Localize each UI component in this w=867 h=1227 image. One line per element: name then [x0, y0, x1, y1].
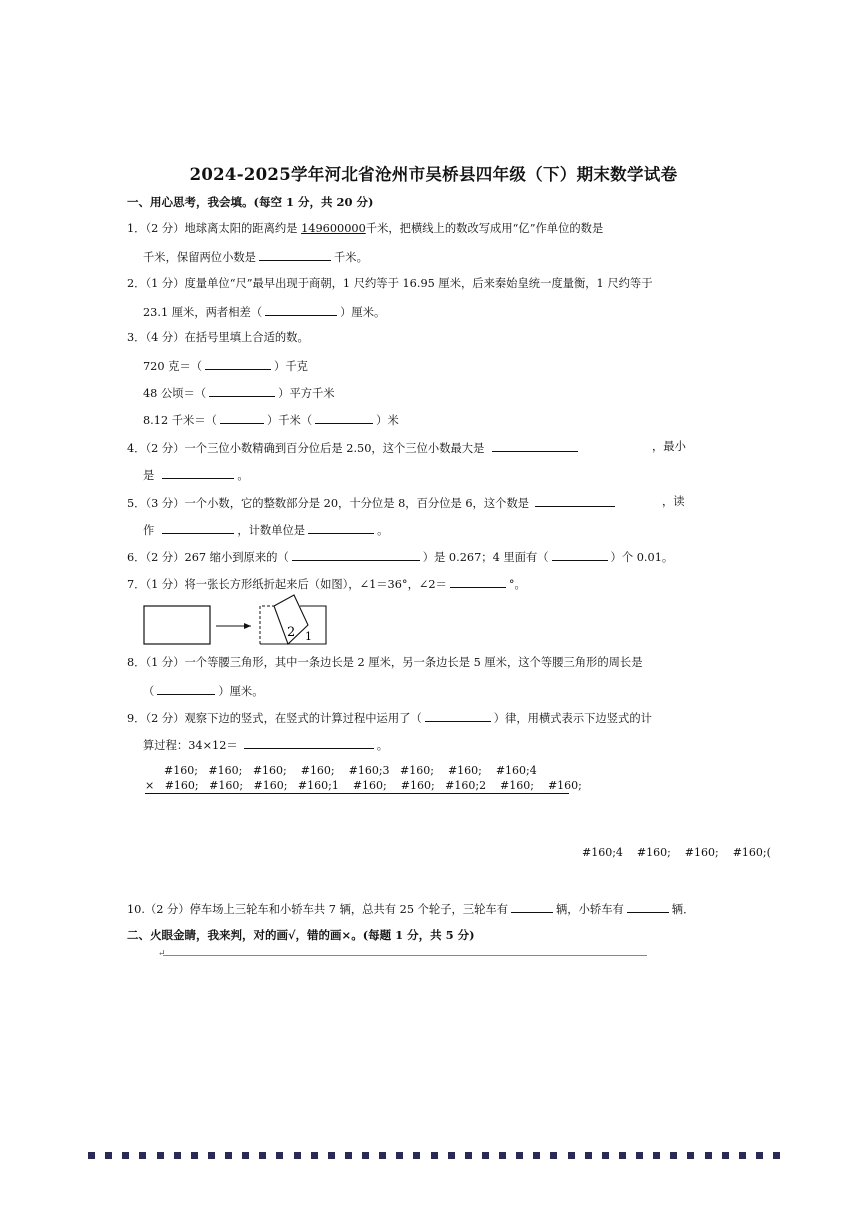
footer-dot	[722, 1152, 729, 1159]
answer-blank[interactable]	[162, 467, 234, 479]
footer-dot	[550, 1152, 557, 1159]
q5-text-e: 。	[377, 524, 389, 537]
answer-blank[interactable]	[511, 901, 553, 913]
answer-blank[interactable]	[244, 737, 374, 749]
answer-blank[interactable]	[315, 412, 373, 424]
folded-paper-figure	[140, 594, 340, 650]
q3-r3c: ）米	[376, 414, 399, 427]
answer-blank[interactable]	[535, 495, 615, 507]
q5-text-b: ，读	[662, 495, 685, 508]
q4-text-d: 。	[237, 469, 249, 482]
q2-text-b: 23.1 厘米，两者相差（	[143, 306, 263, 319]
q6-text-c: ）个 0.01。	[610, 551, 674, 564]
answer-blank[interactable]	[627, 901, 669, 913]
q10-text-c: 辆．	[671, 903, 695, 916]
footer-dot	[191, 1152, 198, 1159]
paragraph-marker: ↵	[158, 949, 166, 959]
answer-blank[interactable]	[205, 358, 271, 370]
answer-blank[interactable]	[209, 385, 275, 397]
angle-1-label: 1	[305, 630, 312, 643]
footer-dot	[465, 1152, 472, 1159]
question-3-row2	[143, 385, 335, 401]
footer-dot	[705, 1152, 712, 1159]
answer-blank[interactable]	[552, 549, 608, 561]
footer-dot	[105, 1152, 112, 1159]
answer-blank[interactable]	[265, 304, 337, 316]
footer-dot	[242, 1152, 249, 1159]
footer-dot	[379, 1152, 386, 1159]
vertical-calc-row-1: #160; #160; #160; #160; #160;3 #160; #160; #160;4	[164, 764, 537, 777]
vertical-calc-row-2: × #160; #160; #160; #160;1 #160; #160; #160;2 #160; #160;	[145, 779, 582, 792]
footer-dot	[448, 1152, 455, 1159]
q5-text-a: 5．（3 分）一个小数，它的整数部分是 20，十分位是 8，百分位是 6，这个数是	[127, 497, 530, 510]
footer-dot	[396, 1152, 403, 1159]
q9-text-b: ）律，用横式表示下边竖式的计	[493, 712, 652, 725]
answer-blank[interactable]	[492, 440, 578, 452]
q1-text-d: 千米。	[333, 251, 368, 264]
footer-dot	[619, 1152, 626, 1159]
question-3-row3	[143, 412, 399, 428]
answer-blank[interactable]	[292, 549, 420, 561]
question-4-line2	[143, 467, 249, 483]
q2-text-c: ）厘米。	[340, 306, 386, 319]
separator-line	[163, 955, 647, 956]
answer-blank[interactable]	[220, 412, 264, 424]
q10-text-a: 10.（2 分）停车场上三轮车和小轿车共 7 辆，总共有 25 个轮子，三轮车有	[127, 903, 508, 916]
arrow-head-icon	[244, 623, 251, 629]
question-8-line2	[143, 683, 264, 699]
footer-dot	[88, 1152, 95, 1159]
question-5-line2	[143, 522, 388, 538]
footer-dot	[739, 1152, 746, 1159]
question-8: 8．（1 分）一个等腰三角形，其中一条边长是 2 厘米，另一条边长是 5 厘米，这个等腰三角形的周长是	[127, 656, 643, 669]
q4-text-c: 是	[143, 469, 155, 482]
footer-dot	[311, 1152, 318, 1159]
answer-blank[interactable]	[308, 522, 374, 534]
footer-dot	[499, 1152, 506, 1159]
question-2-line2	[143, 304, 385, 320]
q8-text-c: ）厘米。	[218, 685, 264, 698]
vertical-calc-rule	[145, 793, 569, 794]
section-2-heading: 二、火眼金睛，我来判，对的画√，错的画×。(每题 1 分，共 5 分)	[127, 928, 475, 942]
question-3: 3．（4 分）在括号里填上合适的数。	[127, 331, 309, 344]
footer-dot	[294, 1152, 301, 1159]
footer-dot	[362, 1152, 369, 1159]
footer-dot	[157, 1152, 164, 1159]
answer-blank[interactable]	[157, 683, 215, 695]
answer-blank[interactable]	[450, 576, 506, 588]
footer-dot	[773, 1152, 780, 1159]
footer-dot	[585, 1152, 592, 1159]
footer-dot	[670, 1152, 677, 1159]
q9-text-c: 算过程：34×12＝	[143, 739, 238, 752]
footer-dot	[345, 1152, 352, 1159]
q1-text-a: 1．（2 分）地球离太阳的距离约是	[127, 222, 302, 235]
question-7	[127, 576, 526, 592]
q6-text-a: 6．（2 分）267 缩小到原来的（	[127, 551, 289, 564]
q1-number: 149600000	[301, 222, 366, 235]
footer-dot	[533, 1152, 540, 1159]
page-footer-dots	[88, 1152, 780, 1162]
question-3-row1	[143, 358, 308, 374]
question-6	[127, 549, 673, 565]
footer-dot	[568, 1152, 575, 1159]
q3-r1a: 720 克＝（	[143, 360, 203, 373]
question-2: 2．（1 分）度量单位“尺”最早出现于商朝，1 尺约等于 16.95 厘米，后来秦始皇统一度量衡，1 尺约等于	[127, 277, 653, 290]
footer-dot	[431, 1152, 438, 1159]
footer-dot	[756, 1152, 763, 1159]
q3-r1b: ）千克	[274, 360, 308, 373]
q4-text-b: ，最小	[652, 440, 686, 453]
q7-text-b: °。	[508, 578, 526, 591]
footer-dot	[122, 1152, 129, 1159]
q9-text-d: 。	[376, 739, 389, 752]
rectangle-shape	[144, 606, 210, 644]
question-10	[127, 901, 694, 917]
q10-text-b: 辆，小轿车有	[556, 903, 624, 916]
footer-dot	[413, 1152, 420, 1159]
footer-dot	[482, 1152, 489, 1159]
footer-dot	[687, 1152, 694, 1159]
footer-dot	[208, 1152, 215, 1159]
question-4	[127, 440, 581, 456]
q1-text-b: 千米，把横线上的数改写成用“亿”作单位的数是	[365, 222, 604, 235]
answer-blank[interactable]	[259, 249, 331, 261]
vertical-calc-row-3: #160;4 #160; #160; #160;(	[582, 846, 771, 859]
q3-r2a: 48 公顷＝（	[143, 387, 207, 400]
footer-dot	[174, 1152, 181, 1159]
q5-text-d: ，计数单位是	[237, 524, 306, 537]
q4-text-a: 4．（2 分）一个三位小数精确到百分位后是 2.50，这个三位小数最大是	[127, 442, 485, 455]
q9-text-a: 9．（2 分）观察下边的竖式，在竖式的计算过程中运用了（	[127, 712, 422, 725]
fold-dashed-edge	[260, 606, 275, 644]
q5-text-c: 作	[143, 524, 155, 537]
footer-dot	[225, 1152, 232, 1159]
question-9-line2	[143, 737, 388, 753]
footer-dot	[653, 1152, 660, 1159]
footer-dot	[328, 1152, 335, 1159]
q1-text-c: 千米，保留两位小数是	[143, 251, 256, 264]
page-title: 2024-2025学年河北省沧州市吴桥县四年级（下）期末数学试卷	[189, 165, 678, 184]
question-5	[127, 495, 618, 511]
q3-r2b: ）平方千米	[278, 387, 335, 400]
q6-text-b: ）是 0.267；4 里面有（	[422, 551, 549, 564]
footer-dot	[139, 1152, 146, 1159]
section-1-heading: 一、用心思考，我会填。(每空 1 分，共 20 分)	[127, 195, 374, 209]
q3-r3a: 8.12 千米＝（	[143, 414, 217, 427]
footer-dot	[276, 1152, 283, 1159]
answer-blank[interactable]	[425, 710, 491, 722]
footer-dot	[602, 1152, 609, 1159]
angle-2-label: 2	[287, 625, 296, 640]
question-1	[127, 222, 603, 236]
footer-dot	[636, 1152, 643, 1159]
question-9	[127, 710, 652, 726]
question-1-line2	[143, 249, 368, 265]
answer-blank[interactable]	[162, 522, 234, 534]
footer-dot	[259, 1152, 266, 1159]
q3-r3b: ）千米（	[266, 414, 313, 427]
q8-text-b: （	[143, 685, 155, 698]
q7-text-a: 7．（1 分）将一张长方形纸折起来后（如图），∠1＝36°，∠2＝	[127, 578, 447, 591]
footer-dot	[516, 1152, 523, 1159]
